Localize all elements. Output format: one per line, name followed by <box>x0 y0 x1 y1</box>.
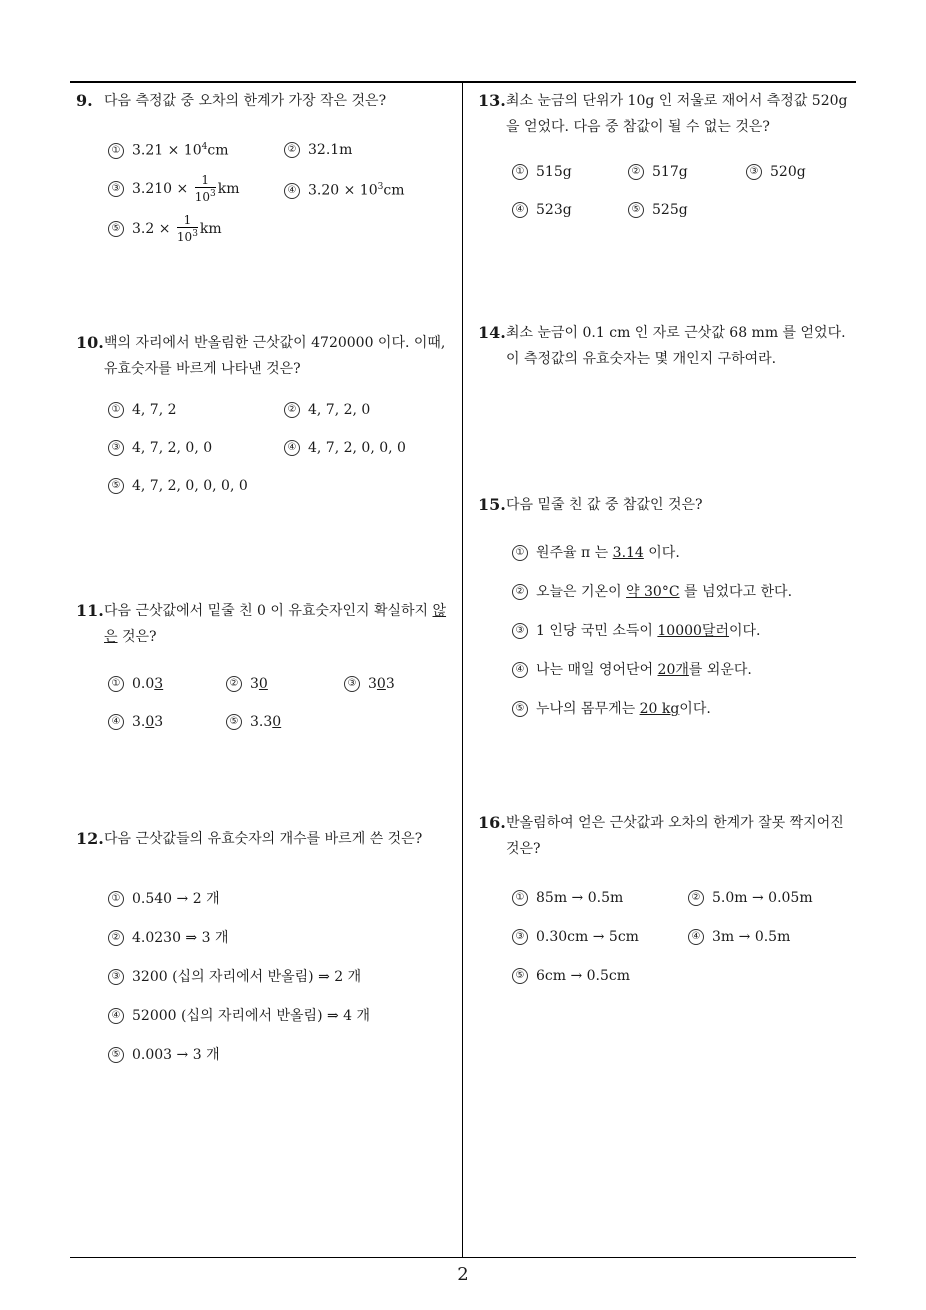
top-rule <box>70 81 856 83</box>
option-mark: ① <box>108 891 124 907</box>
option-mark: ④ <box>108 714 124 730</box>
option-5[interactable]: ⑤ 3.2 × $\frac{1}{10^3}$ km <box>108 214 222 244</box>
option-mark: ④ <box>108 1008 124 1024</box>
option-mark: ② <box>512 584 528 600</box>
question-stem: 최소 눈금의 단위가 10g 인 저울로 재어서 측정값 520g 을 얻었다. 다음 중 참값이 될 수 없는 것은? <box>506 93 848 135</box>
column-divider <box>462 83 463 1258</box>
question-stem: 다음 근삿값들의 유효숫자의 개수를 바르게 쓴 것은? <box>104 831 423 847</box>
question-12 <box>76 826 456 1063</box>
question-number: 15. <box>478 495 506 514</box>
option-mark: ⑤ <box>512 701 528 717</box>
question-13 <box>478 88 858 218</box>
option-3[interactable]: ③ 520g <box>746 164 806 180</box>
option-mark: ⑤ <box>226 714 242 730</box>
option-mark: ⑤ <box>108 1047 124 1063</box>
option-mark: ③ <box>108 181 124 197</box>
question-10 <box>76 330 456 494</box>
option-mark: ③ <box>512 929 528 945</box>
option-mark: ② <box>628 164 644 180</box>
option-1[interactable]: ① 4, 7, 2 <box>108 402 177 418</box>
option-1[interactable]: ① 0.540 → 2 개 <box>108 888 220 908</box>
option-2[interactable]: ② 오늘은 기온이 약 30°C 를 넘었다고 한다. <box>512 581 792 601</box>
option-mark: ② <box>688 890 704 906</box>
option-mark: ④ <box>512 662 528 678</box>
question-number: 16. <box>478 813 506 832</box>
option-mark: ③ <box>746 164 762 180</box>
option-mark: ⑤ <box>108 478 124 494</box>
question-stem: 다음 측정값 중 오차의 한계가 가장 작은 것은? <box>104 93 387 109</box>
option-mark: ① <box>512 545 528 561</box>
option-mark: ④ <box>512 202 528 218</box>
option-mark: ① <box>512 164 528 180</box>
option-2[interactable]: ② 4.0230 ⇒ 3 개 <box>108 927 229 947</box>
option-2[interactable]: ② 32.1m <box>284 142 352 158</box>
question-number: 9. <box>76 91 93 110</box>
option-5[interactable]: ⑤ 4, 7, 2, 0, 0, 0, 0 <box>108 478 248 494</box>
question-stem: 백의 자리에서 반올림한 근삿값이 4720000 이다. 이때, 유효숫자를 바르게 나타낸 것은? <box>104 335 446 377</box>
option-3[interactable]: ③ 1 인당 국민 소득이 10000달러이다. <box>512 620 760 640</box>
option-mark: ② <box>284 142 300 158</box>
question-stem: 최소 눈금이 0.1 cm 인 자로 근삿값 68 mm 를 얻었다. 이 측정값의 유효숫자는 몇 개인지 구하여라. <box>506 325 846 367</box>
option-mark: ① <box>108 143 124 159</box>
question-number: 11. <box>76 601 104 620</box>
option-4[interactable]: ④ 523g <box>512 202 572 218</box>
option-1[interactable]: ① 0.03 <box>108 676 163 692</box>
option-1[interactable]: ① 515g <box>512 164 572 180</box>
option-mark: ③ <box>108 440 124 456</box>
question-number: 12. <box>76 829 104 848</box>
question-11 <box>76 598 456 730</box>
option-4[interactable]: ④ 3m → 0.5m <box>688 929 790 945</box>
question-14 <box>478 320 860 372</box>
option-mark: ③ <box>344 676 360 692</box>
option-4[interactable]: ④ 3.03 <box>108 714 163 730</box>
option-mark: ① <box>108 676 124 692</box>
question-number: 13. <box>478 91 506 110</box>
option-mark: ④ <box>284 183 300 199</box>
question-15 <box>478 492 860 717</box>
option-mark: ② <box>284 402 300 418</box>
option-mark: ⑤ <box>512 968 528 984</box>
question-16 <box>478 810 860 984</box>
page-number: 2 <box>457 1264 469 1285</box>
option-3[interactable]: ③ 0.30cm → 5cm <box>512 929 639 945</box>
option-3[interactable]: ③ 4, 7, 2, 0, 0 <box>108 440 212 456</box>
fraction: $\frac{1}{10^3}$ <box>194 173 216 204</box>
fraction: $\frac{1}{10^3}$ <box>176 213 198 244</box>
option-3[interactable]: ③ 3.210 × $\frac{1}{10^3}$ km <box>108 174 240 204</box>
question-stem: 다음 근삿값에서 밑줄 친 0 이 유효숫자인지 확실하지 않은 것은? <box>104 603 447 645</box>
option-1[interactable]: ① $3.21 \times 10^4cm$ <box>108 142 228 159</box>
option-5[interactable]: ⑤ 6cm → 0.5cm <box>512 968 630 984</box>
option-1[interactable]: ① 85m → 0.5m <box>512 890 623 906</box>
option-5[interactable]: ⑤ 525g <box>628 202 688 218</box>
option-4[interactable]: ④ 52000 (십의 자리에서 반올림) ⇒ 4 개 <box>108 1005 370 1025</box>
option-mark: ③ <box>512 623 528 639</box>
option-mark: ⑤ <box>628 202 644 218</box>
option-3[interactable]: ③ 3200 (십의 자리에서 반올림) ⇒ 2 개 <box>108 966 361 986</box>
option-2[interactable]: ② 30 <box>226 676 268 692</box>
option-3[interactable]: ③ 303 <box>344 676 395 692</box>
option-mark: ③ <box>108 969 124 985</box>
option-2[interactable]: ② 5.0m → 0.05m <box>688 890 813 906</box>
option-2[interactable]: ② 4, 7, 2, 0 <box>284 402 370 418</box>
option-5[interactable]: ⑤ 누나의 몸무게는 20 kg이다. <box>512 698 711 718</box>
option-1[interactable]: ① 원주율 π 는 3.14 이다. <box>512 542 680 562</box>
option-4[interactable]: ④ $3.20 \times 10^3cm$ <box>284 182 404 199</box>
option-4[interactable]: ④ 4, 7, 2, 0, 0, 0 <box>284 440 406 456</box>
option-mark: ① <box>512 890 528 906</box>
bottom-rule <box>70 1257 856 1258</box>
option-mark: ② <box>108 930 124 946</box>
option-mark: ② <box>226 676 242 692</box>
option-mark: ④ <box>688 929 704 945</box>
option-5[interactable]: ⑤ 0.003 → 3 개 <box>108 1044 220 1064</box>
question-stem: 다음 밑줄 친 값 중 참값인 것은? <box>506 497 703 513</box>
question-number: 10. <box>76 333 104 352</box>
option-mark: ① <box>108 402 124 418</box>
option-2[interactable]: ② 517g <box>628 164 688 180</box>
option-mark: ④ <box>284 440 300 456</box>
question-9 <box>76 88 466 244</box>
question-stem: 반올림하여 얻은 근삿값과 오차의 한계가 잘못 짝지어진 것은? <box>506 815 844 857</box>
question-number: 14. <box>478 323 506 342</box>
option-4[interactable]: ④ 나는 매일 영어단어 20개를 외운다. <box>512 659 752 679</box>
option-5[interactable]: ⑤ 3.30 <box>226 714 281 730</box>
option-mark: ⑤ <box>108 221 124 237</box>
